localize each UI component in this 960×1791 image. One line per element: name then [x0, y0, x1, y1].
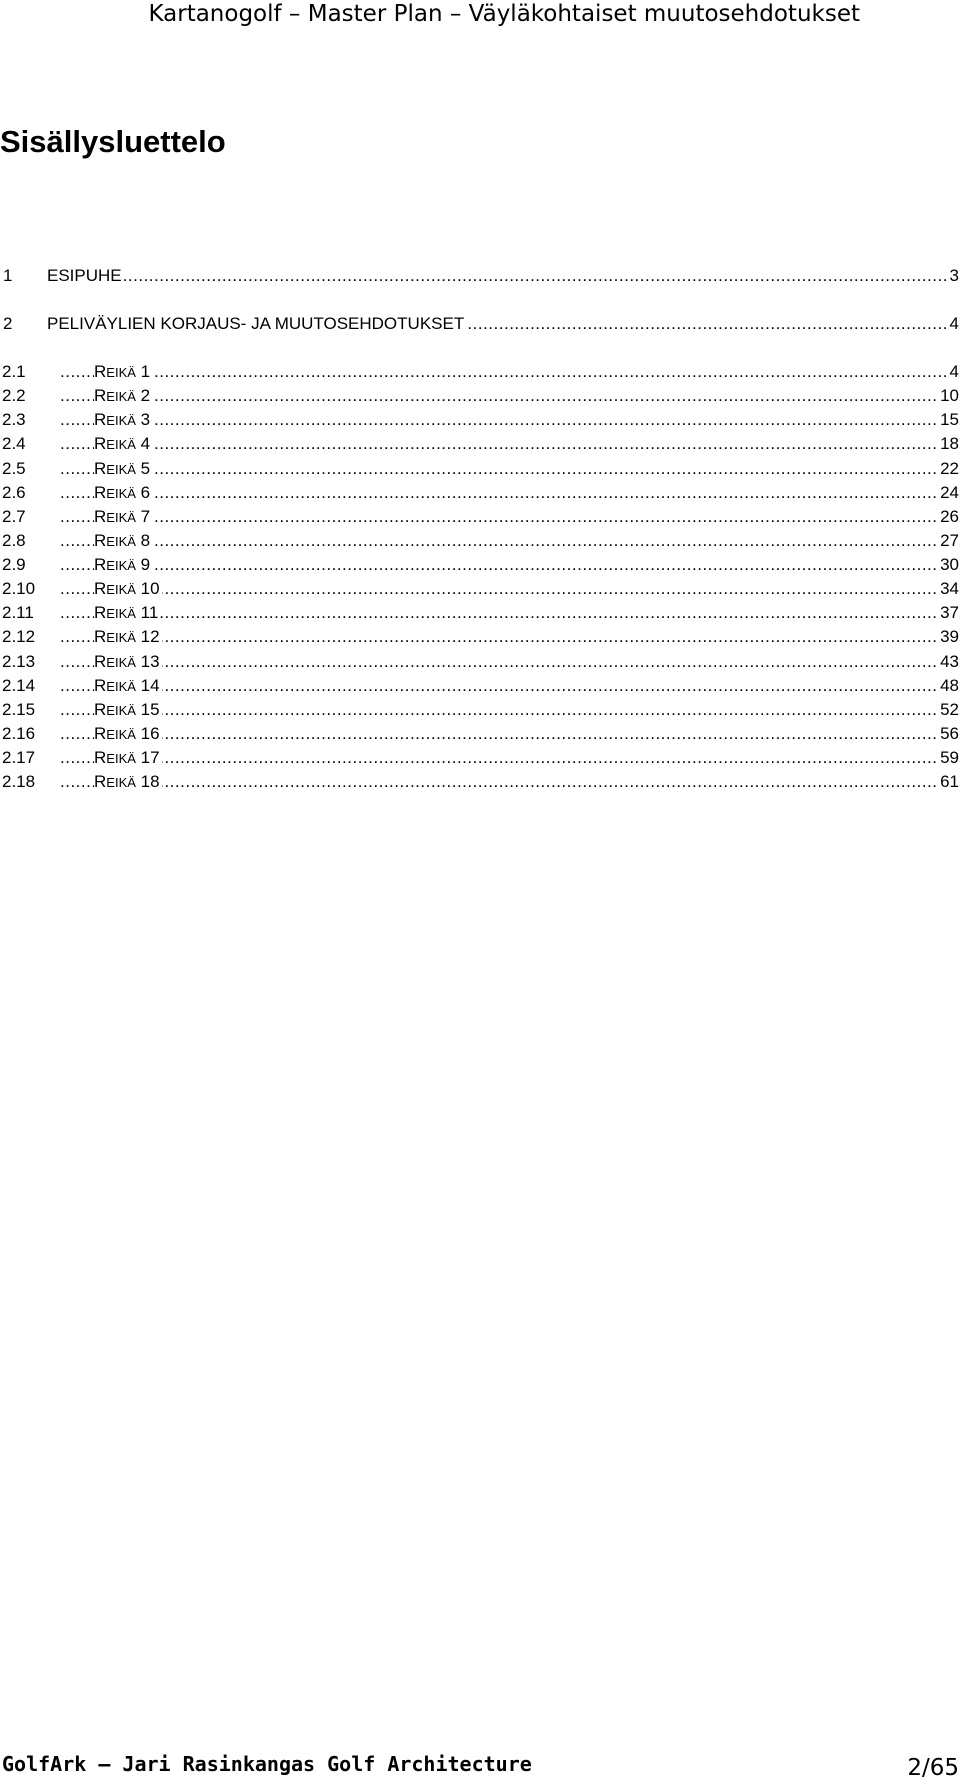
toc-leader-dots [60, 601, 960, 625]
toc-entry[interactable] [0, 577, 960, 601]
toc-entry-number: 2.9 [2, 555, 26, 574]
toc-entry-label-number: 2 [140, 386, 151, 405]
page-title: Sisällysluettelo [0, 124, 226, 159]
toc-entry[interactable] [0, 312, 960, 336]
toc-entry-label-number: 3 [140, 410, 151, 429]
toc-entry-label [94, 432, 152, 457]
toc-entry[interactable] [0, 553, 960, 577]
toc-entry-label-number: 12 [140, 627, 160, 646]
toc-entry-label [94, 384, 152, 409]
toc-entry-label-initial: R [94, 627, 107, 646]
toc-leader-dots [60, 432, 960, 456]
toc-entry-number: 2.7 [2, 507, 26, 526]
toc-entry-label [94, 529, 152, 554]
toc-leader-dots [60, 384, 960, 408]
toc-entry-label-smallcaps: EIKÄ [106, 751, 136, 766]
toc-entry[interactable] [0, 601, 960, 625]
toc-entry-page: 56 [937, 722, 959, 746]
toc-entry-label-number: 16 [140, 724, 160, 743]
toc-entry-label-initial: R [94, 459, 107, 478]
toc-entry-label-smallcaps: EIKÄ [106, 582, 136, 597]
toc-entry-label [94, 674, 162, 699]
toc-entry-number: 2.8 [2, 531, 26, 550]
toc-entry-label-smallcaps: EIKÄ [106, 606, 136, 621]
toc-entry-label-smallcaps: EIKÄ [106, 655, 136, 670]
toc-entry-number: 2.10 [2, 579, 36, 598]
toc-entry-page: 24 [937, 481, 959, 505]
toc-entry[interactable] [0, 650, 960, 674]
toc-entry-page: 34 [937, 577, 959, 601]
toc-entry-number: 2.15 [2, 700, 36, 719]
toc-leader-dots [60, 770, 960, 794]
toc-entry-number: 2.4 [2, 434, 26, 453]
toc-entry-label [94, 457, 152, 482]
toc-entry-page: 18 [937, 432, 959, 456]
toc-leader-dots [60, 674, 960, 698]
toc-entry-label-number: 1 [140, 362, 151, 381]
toc-entry-number: 2.6 [2, 483, 26, 502]
toc-entry-label [94, 770, 162, 795]
toc-entry-label-smallcaps: EIKÄ [106, 630, 136, 645]
toc-entry-label-initial: R [94, 748, 107, 767]
toc-leader-dots [60, 264, 960, 288]
toc-entry-label [94, 650, 162, 675]
toc-leader-dots [60, 625, 960, 649]
toc-entry-label-initial: R [94, 603, 107, 622]
toc-entry-label [94, 553, 152, 578]
toc-entry-label-initial: R [94, 531, 107, 550]
toc-entry[interactable] [0, 264, 960, 288]
toc-entry-number: 2.18 [2, 772, 36, 791]
toc-entry-label-smallcaps: EIKÄ [106, 558, 136, 573]
toc-entry-page: 26 [937, 505, 959, 529]
toc-entry-number: 2.14 [2, 676, 36, 695]
toc-entry-number: 2.17 [2, 748, 36, 767]
toc-entry[interactable] [0, 625, 960, 649]
toc-leader-dots [60, 722, 960, 746]
toc-entry-label-smallcaps: EIKÄ [106, 413, 136, 428]
toc-entry-page: 10 [937, 384, 959, 408]
toc-entry-page: 4 [947, 312, 959, 336]
toc-entry-label-initial: R [94, 700, 107, 719]
toc-entry-label-initial: R [94, 410, 107, 429]
page-footer [0, 1751, 960, 1791]
toc-leader-dots [60, 408, 960, 432]
toc-entry-number: 2.16 [2, 724, 36, 743]
toc-entry-number: 2.1 [2, 362, 26, 381]
toc-entry[interactable] [0, 360, 960, 384]
toc-entry-label-initial: R [94, 362, 107, 381]
toc-entry-label-number: 5 [140, 459, 151, 478]
toc-entry-label-number: 13 [140, 652, 160, 671]
toc-entry-label-smallcaps: EIKÄ [106, 679, 136, 694]
toc-entry-number: 2.5 [2, 459, 26, 478]
toc-entry-label [94, 698, 162, 723]
toc-entry[interactable] [0, 674, 960, 698]
toc-entry-label-initial: R [94, 483, 107, 502]
toc-leader-dots [60, 698, 960, 722]
toc-entry-label-number: 9 [140, 555, 151, 574]
toc-entry-label [94, 601, 160, 626]
toc-entry-label-smallcaps: EIKÄ [106, 437, 136, 452]
toc-entry-label-smallcaps: EIKÄ [106, 703, 136, 718]
toc-entry-label-smallcaps: EIKÄ [106, 389, 136, 404]
toc-entry[interactable] [0, 722, 960, 746]
toc-entry[interactable] [0, 770, 960, 794]
toc-entry-label-number: 18 [140, 772, 160, 791]
toc-entry-page: 27 [937, 529, 959, 553]
toc-entry-page: 4 [947, 360, 959, 384]
toc-entry-page: 43 [937, 650, 959, 674]
toc-entry[interactable] [0, 457, 960, 481]
toc-entry-label-initial: R [94, 386, 107, 405]
toc-entry-label [94, 746, 162, 771]
toc-leader-dots [60, 481, 960, 505]
toc-leader-dots [60, 505, 960, 529]
toc-entry-label [94, 722, 162, 747]
page-header: Kartanogolf – Master Plan – Väyläkohtaiset muutosehdotukset [148, 1, 860, 27]
toc-entry-label-smallcaps: EIKÄ [106, 365, 136, 380]
toc-entry-label [94, 505, 152, 530]
toc-entry-label [94, 360, 152, 385]
toc-leader-dots [60, 360, 960, 384]
toc-entry-number: 2 [3, 314, 13, 333]
toc-entry[interactable] [0, 408, 960, 432]
toc-entry-number: 2.3 [2, 410, 26, 429]
toc-entry-label-initial: R [94, 676, 107, 695]
toc-entry[interactable] [0, 481, 960, 505]
toc-entry-page: 52 [937, 698, 959, 722]
toc-entry-page: 48 [937, 674, 959, 698]
toc-entry-label [94, 577, 162, 602]
toc-entry-label-number: 10 [140, 579, 160, 598]
toc-leader-dots [60, 457, 960, 481]
toc-entry-page: 59 [937, 746, 959, 770]
toc-entry-number: 1 [3, 266, 13, 285]
toc-entry[interactable] [0, 432, 960, 456]
toc-entry-page: 22 [937, 457, 959, 481]
toc-entry-label [94, 625, 162, 650]
toc-entry-label-initial: R [94, 772, 107, 791]
toc-entry[interactable] [0, 384, 960, 408]
footer-author: GolfArk – Jari Rasinkangas Golf Architecture [2, 1752, 532, 1776]
toc-leader-dots [60, 577, 960, 601]
toc-entry-label-smallcaps: EIKÄ [106, 775, 136, 790]
page-number: 2/65 [907, 1755, 959, 1781]
toc-entry-label [94, 408, 152, 433]
toc-entry-label-smallcaps: EIKÄ [106, 462, 136, 477]
toc-entry[interactable] [0, 529, 960, 553]
toc-entry-label-initial: R [94, 507, 107, 526]
toc-entry[interactable] [0, 698, 960, 722]
toc-entry-label-number: 7 [140, 507, 151, 526]
toc-entry-label-number: 8 [140, 531, 151, 550]
toc-entry-label-number: 15 [140, 700, 160, 719]
toc-entry-number: 2.11 [2, 603, 34, 622]
toc-entry-label-initial: R [94, 579, 107, 598]
toc-entry-label-number: 6 [140, 483, 151, 502]
toc-entry-page: 15 [937, 408, 959, 432]
toc-entry-label-initial: R [94, 724, 107, 743]
toc-leader-dots [60, 650, 960, 674]
toc-entry-number: 2.13 [2, 652, 36, 671]
toc-entry-label-number: 14 [140, 676, 160, 695]
toc-entry-page: 3 [947, 264, 959, 288]
toc-entry-label: PELIVÄYLIEN KORJAUS- JA MUUTOSEHDOTUKSET [47, 312, 466, 336]
toc-entry-page: 61 [937, 770, 959, 794]
toc-entry-label-smallcaps: EIKÄ [106, 534, 136, 549]
toc-entry-label-number: 17 [140, 748, 160, 767]
toc-entry-label [94, 481, 152, 506]
toc-entry-number: 2.12 [2, 627, 36, 646]
toc-entry-number: 2.2 [2, 386, 26, 405]
toc-entry-label-initial: R [94, 555, 107, 574]
toc-entry-page: 30 [937, 553, 959, 577]
toc-entry-page: 39 [937, 625, 959, 649]
toc-entry-label-initial: R [94, 652, 107, 671]
toc-entry[interactable] [0, 746, 960, 770]
toc-entry-label-smallcaps: EIKÄ [106, 510, 136, 525]
toc-entry-label-number: 4 [140, 434, 151, 453]
toc-entry-label: ESIPUHE [47, 264, 124, 288]
toc-entry-label-smallcaps: EIKÄ [106, 727, 136, 742]
toc-leader-dots [60, 553, 960, 577]
toc-entry-label-number: 11 [140, 603, 159, 622]
toc-entry[interactable] [0, 505, 960, 529]
toc-entry-page: 37 [937, 601, 959, 625]
toc-entry-label-smallcaps: EIKÄ [106, 486, 136, 501]
toc-leader-dots [60, 746, 960, 770]
toc-leader-dots [60, 529, 960, 553]
toc-entry-label-initial: R [94, 434, 107, 453]
